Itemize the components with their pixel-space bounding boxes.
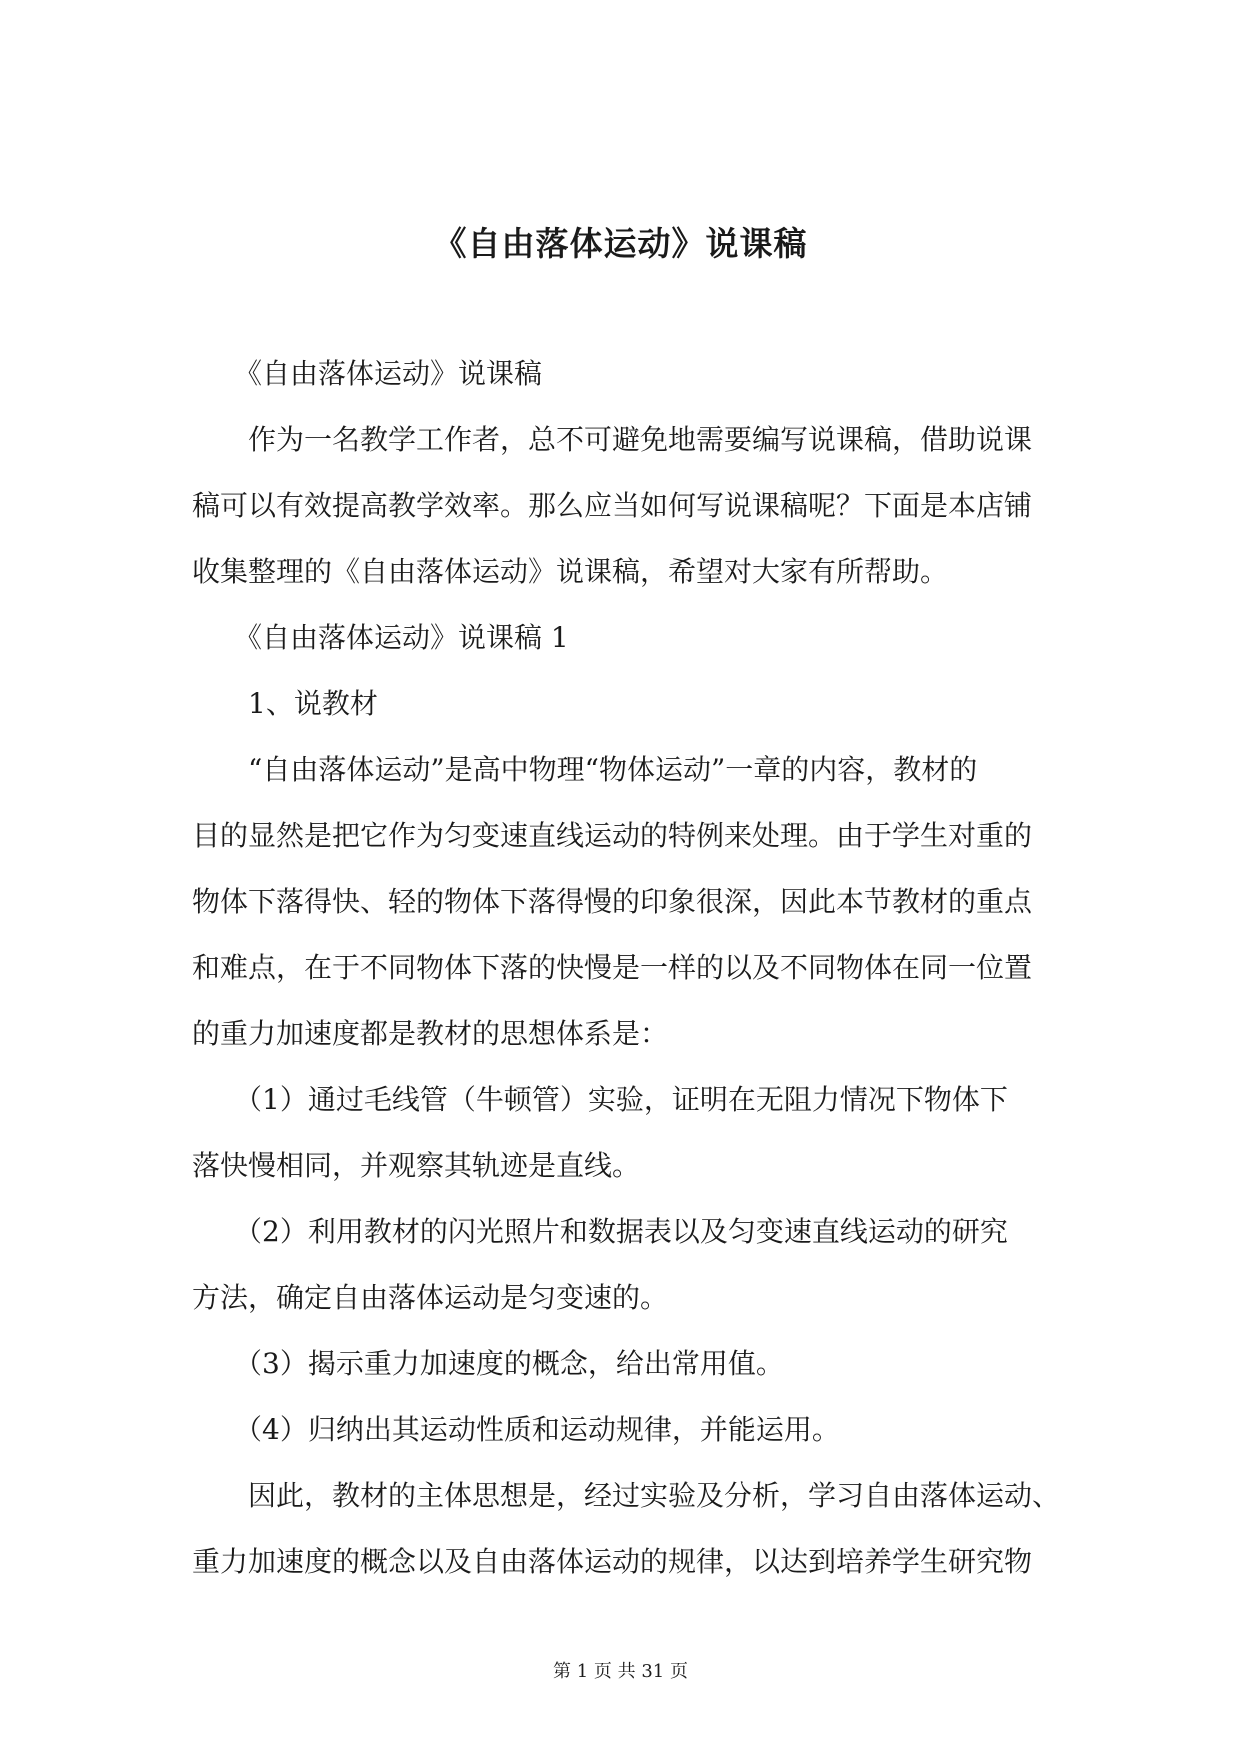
paragraph-line: 物体下落得快、轻的物体下落得慢的印象很深，因此本节教材的重点 [192, 885, 1033, 918]
paragraph-line: 作为一名教学工作者，总不可避免地需要编写说课稿，借助说课 [192, 423, 1033, 456]
paragraph-line: 方法，确定自由落体运动是匀变速的。 [192, 1281, 669, 1314]
paragraph-line: 《自由落体运动》说课稿 [192, 357, 543, 390]
paragraph-line: 落快慢相同，并观察其轨迹是直线。 [192, 1149, 641, 1182]
document-title: 《自由落体运动》说课稿 [433, 224, 808, 263]
paragraph-line: （4）归纳出其运动性质和运动规律，并能运用。 [192, 1413, 840, 1446]
paragraph-line: “自由落体运动”是高中物理“物体运动”一章的内容，教材的 [192, 753, 978, 786]
paragraph-line: 1、说教材 [192, 687, 378, 720]
paragraph-line: 目的显然是把它作为匀变速直线运动的特例来处理。由于学生对重的 [192, 819, 1033, 852]
paragraph-line: （2）利用教材的闪光照片和数据表以及匀变速直线运动的研究 [192, 1215, 1008, 1248]
paragraph-line: （3）揭示重力加速度的概念，给出常用值。 [192, 1347, 784, 1380]
document-body [192, 354, 1061, 1608]
paragraph-line: 稿可以有效提高教学效率。那么应当如何写说课稿呢？下面是本店铺 [192, 489, 1033, 522]
paragraph-line: 和难点，在于不同物体下落的快慢是一样的以及不同物体在同一位置 [192, 951, 1033, 984]
paragraph-line: 重力加速度的概念以及自由落体运动的规律，以达到培养学生研究物 [192, 1545, 1033, 1578]
paragraph-line: 收集整理的《自由落体运动》说课稿，希望对大家有所帮助。 [192, 555, 949, 588]
page-number-footer: 第 1 页 共 31 页 [553, 1661, 688, 1682]
paragraph-line: 《自由落体运动》说课稿 1 [192, 621, 569, 654]
paragraph-line: 的重力加速度都是教材的思想体系是： [192, 1017, 669, 1050]
paragraph-line: （1）通过毛线管（牛顿管）实验，证明在无阻力情况下物体下 [192, 1083, 1008, 1116]
paragraph-line: 因此，教材的主体思想是，经过实验及分析，学习自由落体运动、 [192, 1479, 1061, 1512]
